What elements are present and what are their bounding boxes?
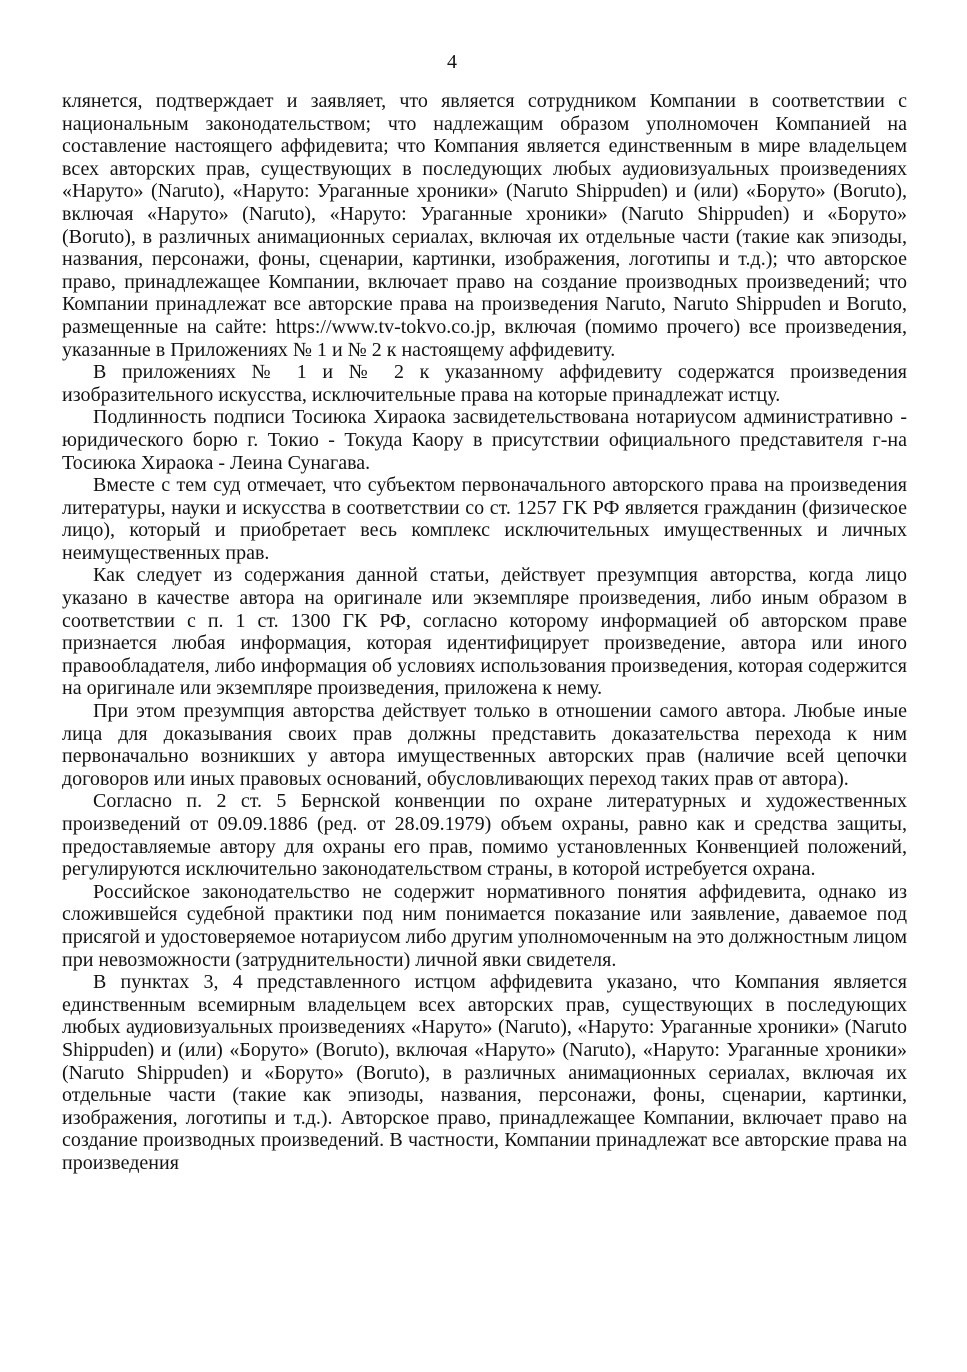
paragraph: Российское законодательство не содержит нормативного понятия аффидевита, однако из сложившейся судебной практики под ним понимается показание или заявление, даваемое под присягой и удостоверяемое нотариусом либо другим уполномоченным на это должностным лицом при невозможности (затруднительности) личной явки свидетеля. bbox=[62, 880, 907, 971]
paragraph: Согласно п. 2 ст. 5 Бернской конвенции по охране литературных и художественных произведений от 09.09.1886 (ред. от 28.09.1979) объем охраны, равно как и средства защиты, предоставляемые автору для охраны его прав, помимо установленных Конвенцией положений, регулируются исключительно законодательством страны, в которой истребуется охрана. bbox=[62, 790, 907, 881]
paragraph: Как следует из содержания данной статьи, действует презумпция авторства, когда лицо указано в качестве автора на оригинале или экземпляре произведения, либо иным образом в соответствии с п. 1 ст. 1300 ГК РФ, согласно которому информацией об авторском праве признается любая информация, которая идентифицирует произведение, автора или иного правообладателя, либо информация об условиях использования произведения, которая содержится на оригинале или экземпляре произведения, приложена к нему. bbox=[62, 564, 907, 700]
paragraph: В пунктах 3, 4 представленного истцом аффидевита указано, что Компания является единственным всемирным владельцем всех авторских прав, существующих в последующих любых аудиовизуальных произведениях «Наруто» (Naruto), «Наруто: Ураганные хроники» (Naruto Shippuden) и (или) «Боруто» (Boruto), включая «Наруто» (Naruto), «Наруто: Ураганные хроники» (Naruto Shippuden) и «Боруто» (Boruto), в различных анимационных сериалах, включая их отдельные части (такие как эпизоды, названия, персонажи, фоны, сценарии, картинки, изображения, логотипы и т.д.). Авторское право, принадлежащее Компании, включает право на создание производных произведений. В частности, Компании принадлежат все авторские права на произведения bbox=[62, 971, 907, 1174]
paragraph: Вместе с тем суд отмечает, что субъектом первоначального авторского права на произведения литературы, науки и искусства в соответствии со ст. 1257 ГК РФ является гражданин (физическое лицо), который и приобретает весь комплекс исключительных имущественных и личных неимущественных прав. bbox=[62, 474, 907, 564]
paragraph: Подлинность подписи Тосиюка Хираока засвидетельствована нотариусом административно - юридического борю г. Токио - Токуда Каору в присутствии официального представителя г-на Тосиюка Хираока - Леина Сунагава. bbox=[62, 406, 907, 474]
paragraph: В приложениях № 1 и № 2 к указанному аффидевиту содержатся произведения изобразительного искусства, исключительные права на которые принадлежат истцу. bbox=[62, 361, 907, 406]
paragraph: клянется, подтверждает и заявляет, что является сотрудником Компании в соответствии с национальным законодательством; что надлежащим образом уполномочен Компанией на составление настоящего аффидевита; что Компания является единственным в мире владельцем всех авторских прав, существующих в последующих любых аудиовизуальных произведениях «Наруто» (Naruto), «Наруто: Ураганные хроники» (Naruto Shippuden) и (или) «Боруто» (Boruto), включая «Наруто» (Naruto), «Наруто: Ураганные хроники» (Naruto Shippuden) и «Боруто» (Boruto), в различных анимационных сериалах, включая их отдельные части (такие как эпизоды, названия, персонажи, фоны, сценарии, картинки, изображения, логотипы и т.д.); что авторское право, принадлежащее Компании, включает право на создание производных произведений; что Компании принадлежат все авторские права на произведения Naruto, Naruto Shippuden и Boruto, размещенные на сайте: https://www.tv-tokvo.co.jp, включая (помимо прочего) все произведения, указанные в Приложениях № 1 и № 2 к настоящему аффидевиту. bbox=[62, 90, 907, 361]
page-number: 4 bbox=[447, 51, 457, 73]
paragraph: При этом презумпция авторства действует только в отношении самого автора. Любые иные лица для доказывания своих прав должны представить доказательства перехода к ним первоначально возникших у автора имущественных авторских прав (наличие всей цепочки договоров или иных правовых оснований, обусловливающих переход таких прав от автора). bbox=[62, 700, 907, 790]
document-body bbox=[62, 90, 907, 1175]
